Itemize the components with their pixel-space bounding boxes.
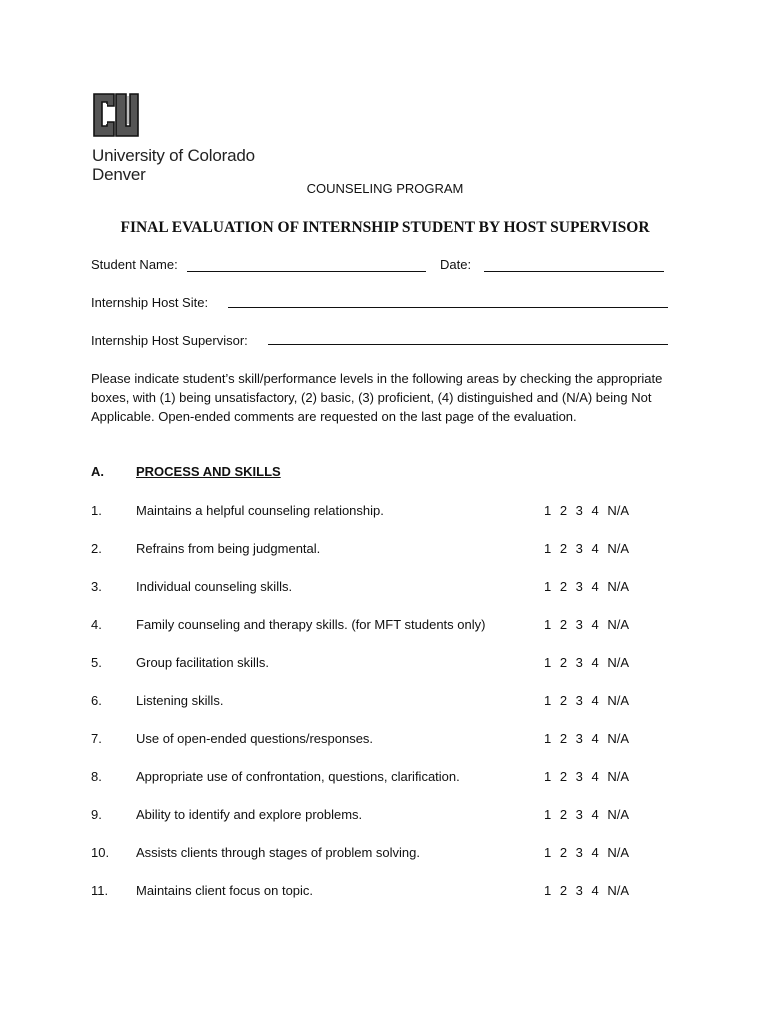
item-number: 3.	[91, 579, 102, 594]
list-item	[0, 503, 770, 523]
item-number: 2.	[91, 541, 102, 556]
item-number: 6.	[91, 693, 102, 708]
instructions-paragraph: Please indicate student’s skill/performance levels in the following areas by checking the appropriate boxes, with (1) being unsatisfactory, (2) basic, (3) proficient, (4) distinguished and (N/A) being Not Applicable. Open-ended comments are requested on the last page of the evaluation.	[91, 371, 663, 424]
rating-scale[interactable]: 1 2 3 4 N/A	[544, 769, 630, 784]
item-text: Listening skills.	[136, 693, 224, 708]
item-text: Individual counseling skills.	[136, 579, 293, 594]
rating-scale[interactable]: 1 2 3 4 N/A	[544, 731, 630, 746]
item-text: Assists clients through stages of problem solving.	[136, 845, 420, 860]
list-item	[0, 579, 770, 599]
item-number: 4.	[91, 617, 102, 632]
date-field[interactable]	[484, 271, 664, 272]
document-title: FINAL EVALUATION OF INTERNSHIP STUDENT BY HOST SUPERVISOR	[120, 219, 650, 236]
university-line1: University of Colorado	[92, 146, 255, 165]
program-name: COUNSELING PROGRAM	[306, 181, 464, 196]
list-item	[0, 769, 770, 789]
host-supervisor-field[interactable]	[268, 344, 668, 345]
list-item	[0, 883, 770, 903]
university-line2: Denver	[92, 165, 146, 184]
rating-scale[interactable]: 1 2 3 4 N/A	[544, 541, 630, 556]
section-title: PROCESS AND SKILLS	[136, 464, 281, 479]
rating-scale[interactable]: 1 2 3 4 N/A	[544, 845, 630, 860]
list-item	[0, 617, 770, 637]
list-item	[0, 807, 770, 827]
cu-logo-icon	[92, 92, 140, 138]
item-text: Family counseling and therapy skills. (for MFT students only)	[136, 617, 486, 632]
item-number: 11.	[91, 883, 109, 898]
rating-scale[interactable]: 1 2 3 4 N/A	[544, 617, 630, 632]
host-site-field[interactable]	[228, 307, 668, 308]
date-label: Date:	[440, 257, 472, 272]
list-item	[0, 845, 770, 865]
item-number: 5.	[91, 655, 102, 670]
rating-scale[interactable]: 1 2 3 4 N/A	[544, 503, 630, 518]
section-letter: A.	[91, 464, 104, 479]
item-text: Ability to identify and explore problems.	[136, 807, 363, 822]
rating-scale[interactable]: 1 2 3 4 N/A	[544, 579, 630, 594]
list-item	[0, 541, 770, 561]
list-item	[0, 655, 770, 675]
university-name	[92, 146, 255, 184]
item-text: Refrains from being judgmental.	[136, 541, 321, 556]
item-text: Appropriate use of confrontation, questions, clarification.	[136, 769, 460, 784]
item-number: 8.	[91, 769, 102, 784]
item-text: Group facilitation skills.	[136, 655, 269, 670]
rating-scale[interactable]: 1 2 3 4 N/A	[544, 655, 630, 670]
item-number: 9.	[91, 807, 102, 822]
item-text: Use of open-ended questions/responses.	[136, 731, 374, 746]
item-number: 7.	[91, 731, 102, 746]
host-supervisor-label: Internship Host Supervisor:	[91, 333, 248, 348]
list-item	[0, 731, 770, 751]
rating-scale[interactable]: 1 2 3 4 N/A	[544, 693, 630, 708]
item-text: Maintains a helpful counseling relationship.	[136, 503, 384, 518]
student-name-field[interactable]	[187, 271, 426, 272]
student-name-label: Student Name:	[91, 257, 178, 272]
host-site-label: Internship Host Site:	[91, 295, 209, 310]
rating-scale[interactable]: 1 2 3 4 N/A	[544, 807, 630, 822]
list-item	[0, 693, 770, 713]
rating-scale[interactable]: 1 2 3 4 N/A	[544, 883, 630, 898]
item-number: 10.	[91, 845, 110, 860]
item-text: Maintains client focus on topic.	[136, 883, 314, 898]
item-number: 1.	[91, 503, 102, 518]
